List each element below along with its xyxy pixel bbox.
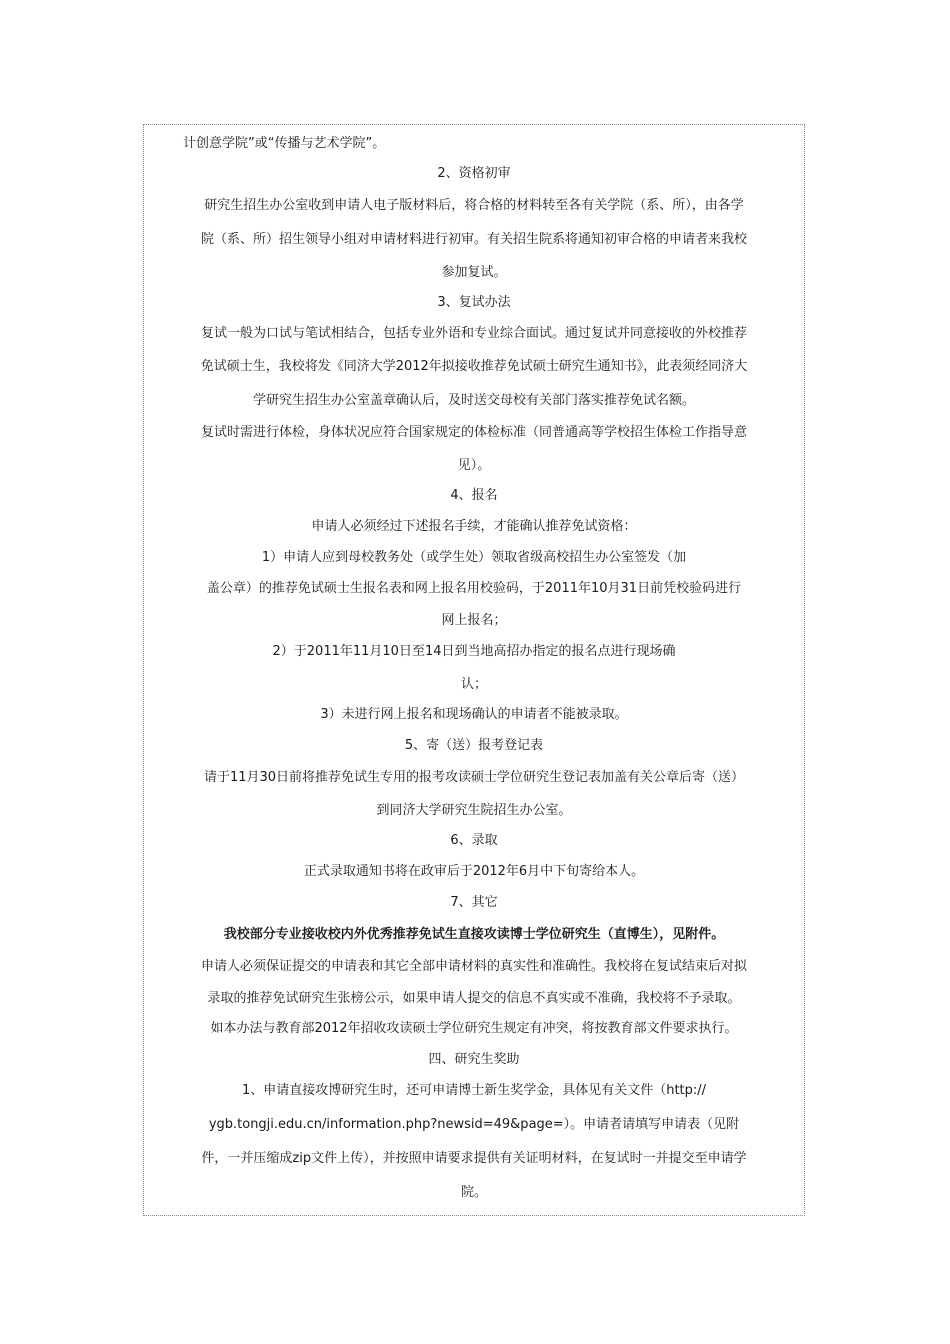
text-line: 认；	[460, 677, 487, 692]
text-line: 到同济大学研究生院招生办公室。	[376, 803, 572, 818]
text-line: ygb.tongji.edu.cn/information.php?newsid=49&page=）。申请者请填写申请表（见附	[208, 1117, 740, 1132]
section-heading: 2、资格初审	[437, 166, 511, 181]
text-line: 如本办法与教育部2012年招收攻读硕士学位研究生规定有冲突，将按教育部文件要求执行。	[210, 1021, 738, 1036]
section-heading: 4、报名	[450, 488, 498, 503]
text-line: 研究生招生办公室收到申请人电子版材料后，将合格的材料转至各有关学院（系、所），由各学	[204, 198, 744, 213]
text-line: 参加复试。	[441, 265, 507, 280]
text-line: 申请人必须经过下述报名手续，才能确认推荐免试资格：	[311, 519, 637, 534]
text-line: 3）未进行网上报名和现场确认的申请者不能被录取。	[320, 707, 628, 722]
text-line: 复试一般为口试与笔试相结合，包括专业外语和专业综合面试。通过复试并同意接收的外校推荐	[200, 326, 747, 341]
text-line: 学研究生招生办公室盖章确认后，及时送交母校有关部门落实推荐免试名额。	[252, 393, 695, 408]
section-heading: 7、其它	[450, 895, 498, 910]
text-line: 请于11月30日前将推荐免试生专用的报考攻读硕士学位研究生登记表加盖有关公章后寄（送）	[203, 770, 745, 785]
text-line: 见）。	[457, 458, 491, 473]
text-line: 正式录取通知书将在政审后于2012年6月中下旬寄给本人。	[303, 864, 645, 879]
text-line: 网上报名；	[441, 613, 507, 628]
text-line: 盖公章）的推荐免试硕士生报名表和网上报名用校验码，于2011年10月31日前凭校验码进行	[206, 581, 742, 596]
section-heading: 3、复试办法	[437, 295, 511, 310]
text-line: 件，一并压缩成zip文件上传），并按照申请要求提供有关证明材料，在复试时一并提交至申请学	[201, 1151, 747, 1166]
text-line: 1）申请人应到母校教务处（或学生处）领取省级高校招生办公室签发（加	[261, 550, 687, 565]
text-line: 院。	[460, 1185, 487, 1200]
section-heading: 6、录取	[450, 833, 498, 848]
text-line: 申请人必须保证提交的申请表和其它全部申请材料的真实性和准确性。我校将在复试结束后对拟	[200, 959, 747, 974]
text-line: 计创意学院”或“传播与艺术学院”。	[183, 136, 386, 151]
section-heading: 四、研究生奖助	[428, 1052, 520, 1067]
text-line: 免试硕士生，我校将发《同济大学2012年拟接收推荐免试硕士研究生通知书》，此表须经同济大	[200, 359, 748, 374]
bold-notice: 我校部分专业接收校内外优秀推荐免试生直接攻读博士学位研究生（直博生），见附件。	[223, 927, 725, 942]
text-line: 复试时需进行体检，身体状况应符合国家规定的体检标准（同普通高等学校招生体检工作指导意	[200, 425, 747, 440]
text-line: 1、申请直接攻博研究生时，还可申请博士新生奖学金，具体见有关文件（http://	[241, 1083, 707, 1098]
text-line: 录取的推荐免试研究生张榜公示，如果申请人提交的信息不真实或不准确，我校将不予录取。	[207, 991, 741, 1006]
text-line: 2）于2011年11月10日至14日到当地高招办指定的报名点进行现场确	[272, 644, 676, 659]
text-line: 院（系、所）招生领导小组对申请材料进行初审。有关招生院系将通知初审合格的申请者来我校	[200, 232, 747, 247]
section-heading: 5、寄（送）报考登记表	[404, 738, 544, 753]
